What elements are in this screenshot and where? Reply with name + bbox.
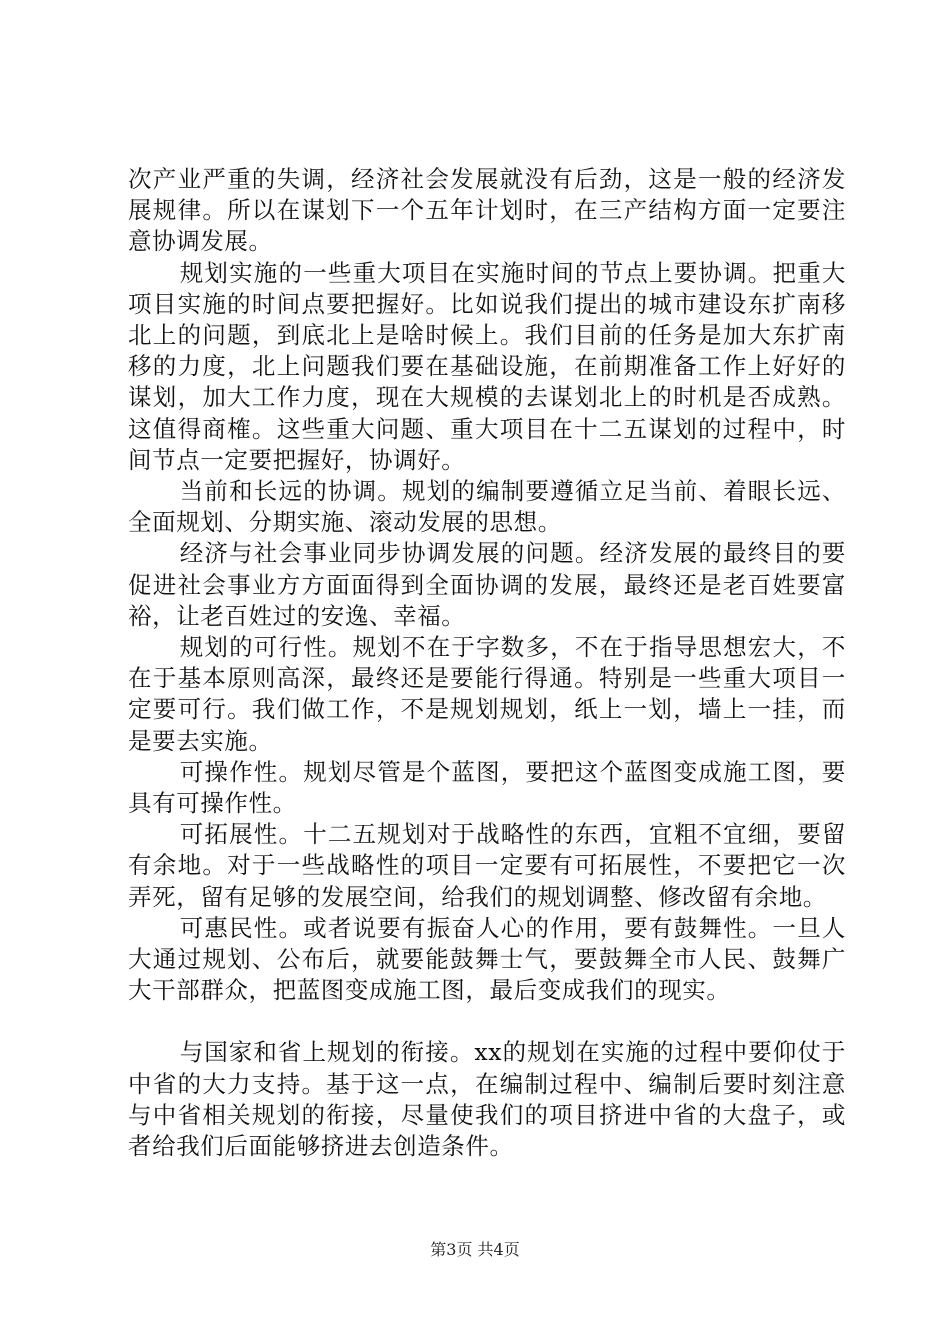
paragraph-9: 与国家和省上规划的衔接。xx的规划在实施的过程中要仰仗于中省的大力支持。基于这一点，在编制过程中、编制后要时刻注意与中省相关规划的衔接，尽量使我们的项目挤进中省的大盘子，或者给我们后面能够挤进去创造条件。 xyxy=(128,1038,846,1161)
paragraph-3: 当前和长远的协调。规划的编制要遵循立足当前、着眼长远、全面规划、分期实施、滚动发展的思想。 xyxy=(128,477,846,537)
paragraph-4: 经济与社会事业同步协调发展的问题。经济发展的最终目的要促进社会事业方方面面得到全面协调的发展，最终还是老百姓要富裕，让老百姓过的安逸、幸福。 xyxy=(128,539,846,630)
document-body xyxy=(128,164,846,1162)
paragraph-6: 可操作性。规划尽管是个蓝图，要把这个蓝图变成施工图，要具有可操作性。 xyxy=(128,757,846,818)
paragraph-1: 次产业严重的失调，经济社会发展就没有后劲，这是一般的经济发展规律。所以在谋划下一个五年计划时，在三产结构方面一定要注意协调发展。 xyxy=(128,165,846,256)
paragraph-7: 可拓展性。十二五规划对于战略性的东西，宜粗不宜细，要留有余地。对于一些战略性的项目一定要有可拓展性，不要把它一次弄死，留有足够的发展空间，给我们的规划调整、修改留有余地。 xyxy=(128,820,846,911)
paragraph-2: 规划实施的一些重大项目在实施时间的节点上要协调。把重大项目实施的时间点要把握好。比如说我们提出的城市建设东扩南移北上的问题，到底北上是啥时候上。我们目前的任务是加大东扩南移的力度，北上问题我们要在基础设施，在前期准备工作上好好的谋划，加大工作力度，现在大规模的去谋划北上的时机是否成熟。这值得商榷。这些重大问题、重大项目在十二五谋划的过程中，时间节点一定要把握好，协调好。 xyxy=(128,258,846,474)
paragraph-8: 可惠民性。或者说要有振奋人心的作用，要有鼓舞性。一旦人大通过规划、公布后，就要能鼓舞士气，要鼓舞全市人民、鼓舞广大干部群众，把蓝图变成施工图，最后变成我们的现实。 xyxy=(128,913,846,1005)
paragraph-5: 规划的可行性。规划不在于字数多，不在于指导思想宏大，不在于基本原则高深，最终还是要能行得通。特别是一些重大项目一定要可行。我们做工作，不是规划规划，纸上一划，墙上一挂，而是要去实施。 xyxy=(128,633,846,755)
paragraph-spacer xyxy=(128,1006,846,1037)
page-number-footer: 第3页 共4页 xyxy=(430,1240,520,1259)
